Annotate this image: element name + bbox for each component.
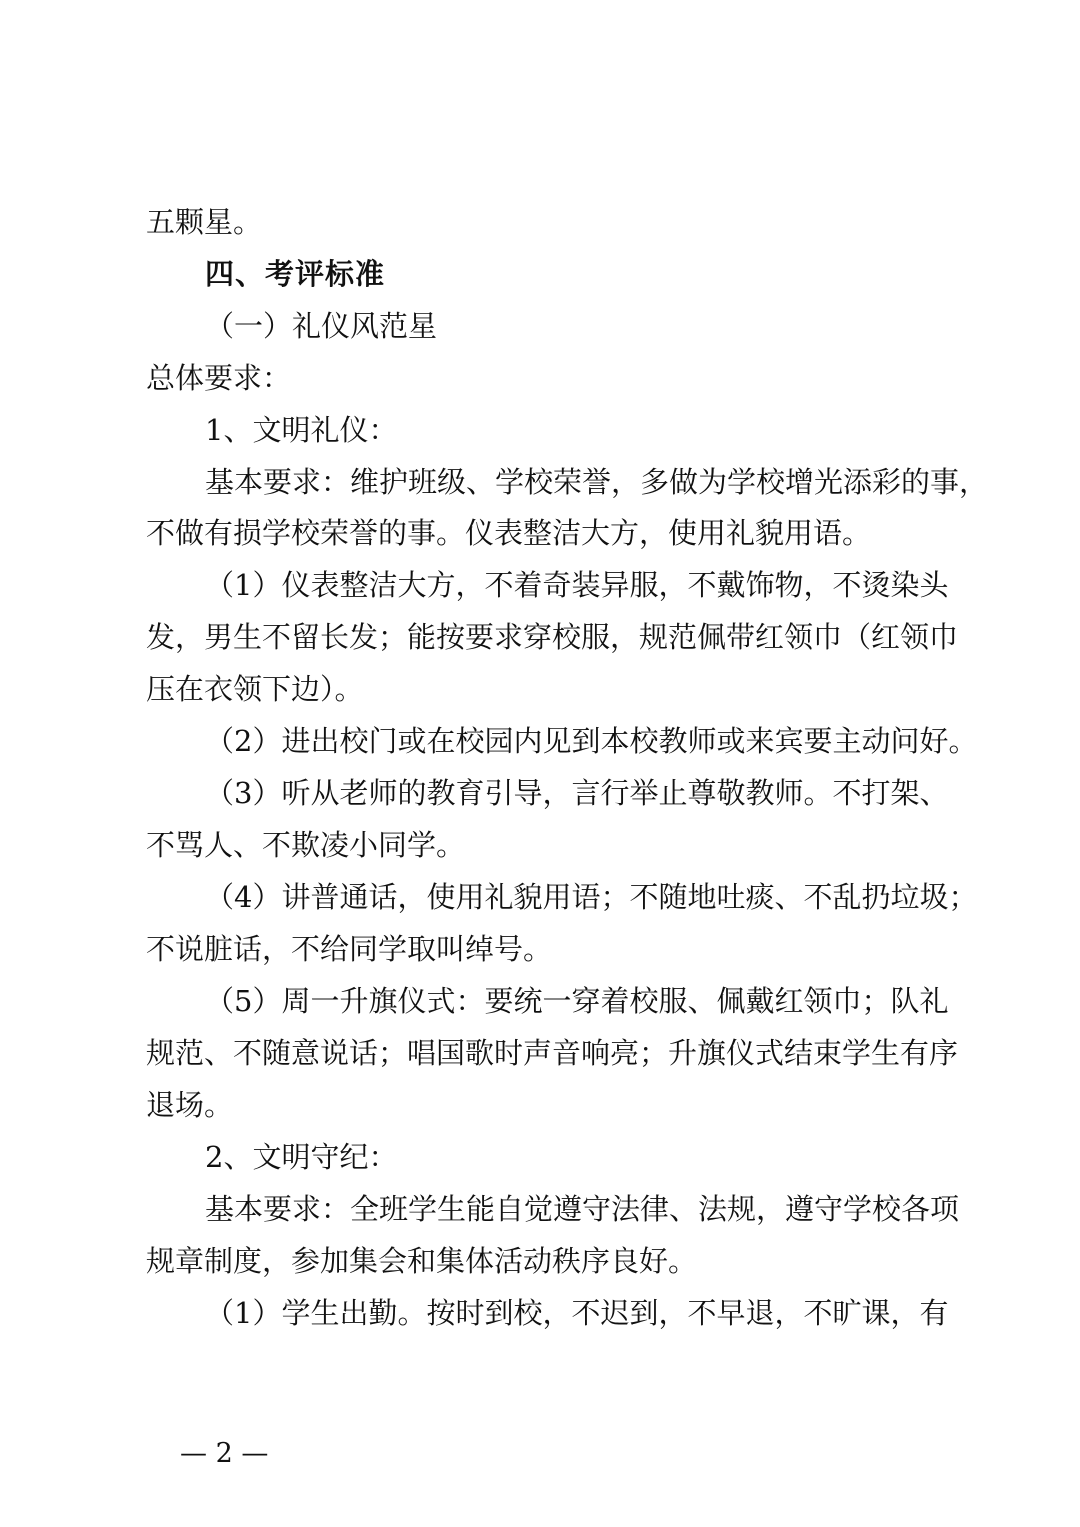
body-line: 规章制度，参加集会和集体活动秩序良好。 [146,1244,698,1278]
body-line: （4）讲普通话，使用礼貌用语；不随地吐痰、不乱扔垃圾； [205,880,978,914]
body-line: 基本要求：全班学生能自觉遵守法律、法规，遵守学校各项 [205,1192,960,1226]
subsection-heading: （一）礼仪风范星 [205,309,438,343]
body-line: 不骂人、不欺凌小同学。 [146,828,466,862]
body-line: 总体要求： [146,361,292,395]
body-line: 退场。 [146,1088,234,1122]
body-line: 不做有损学校荣誉的事。仪表整洁大方，使用礼貌用语。 [146,516,872,550]
item-heading: 2、文明守纪： [205,1140,398,1174]
page-number: — 2 — [180,1438,269,1469]
section-heading: 四、考评标准 [205,257,386,291]
body-line: 不说脏话，不给同学取叫绰号。 [146,932,553,966]
body-line: （3）听从老师的教育引导，言行举止尊敬教师。不打架、 [205,776,949,810]
body-line: 基本要求：维护班级、学校荣誉，多做为学校增光添彩的事， [205,465,989,499]
body-line: （1）仪表整洁大方，不着奇装异服，不戴饰物，不烫染头 [205,568,949,602]
body-line: （5）周一升旗仪式：要统一穿着校服、佩戴红领巾；队礼 [205,984,949,1018]
body-line: （1）学生出勤。按时到校，不迟到，不早退，不旷课，有 [205,1296,949,1330]
item-heading: 1、文明礼仪： [205,413,398,447]
body-line: 发，男生不留长发；能按要求穿校服，规范佩带红领巾（红领巾 [146,620,959,654]
body-line: 规范、不随意说话；唱国歌时声音响亮；升旗仪式结束学生有序 [146,1036,959,1070]
body-line: 五颗星。 [146,205,263,239]
body-line: （2）进出校门或在校园内见到本校教师或来宾要主动问好。 [205,724,978,758]
body-line: 压在衣领下边）。 [146,672,364,706]
